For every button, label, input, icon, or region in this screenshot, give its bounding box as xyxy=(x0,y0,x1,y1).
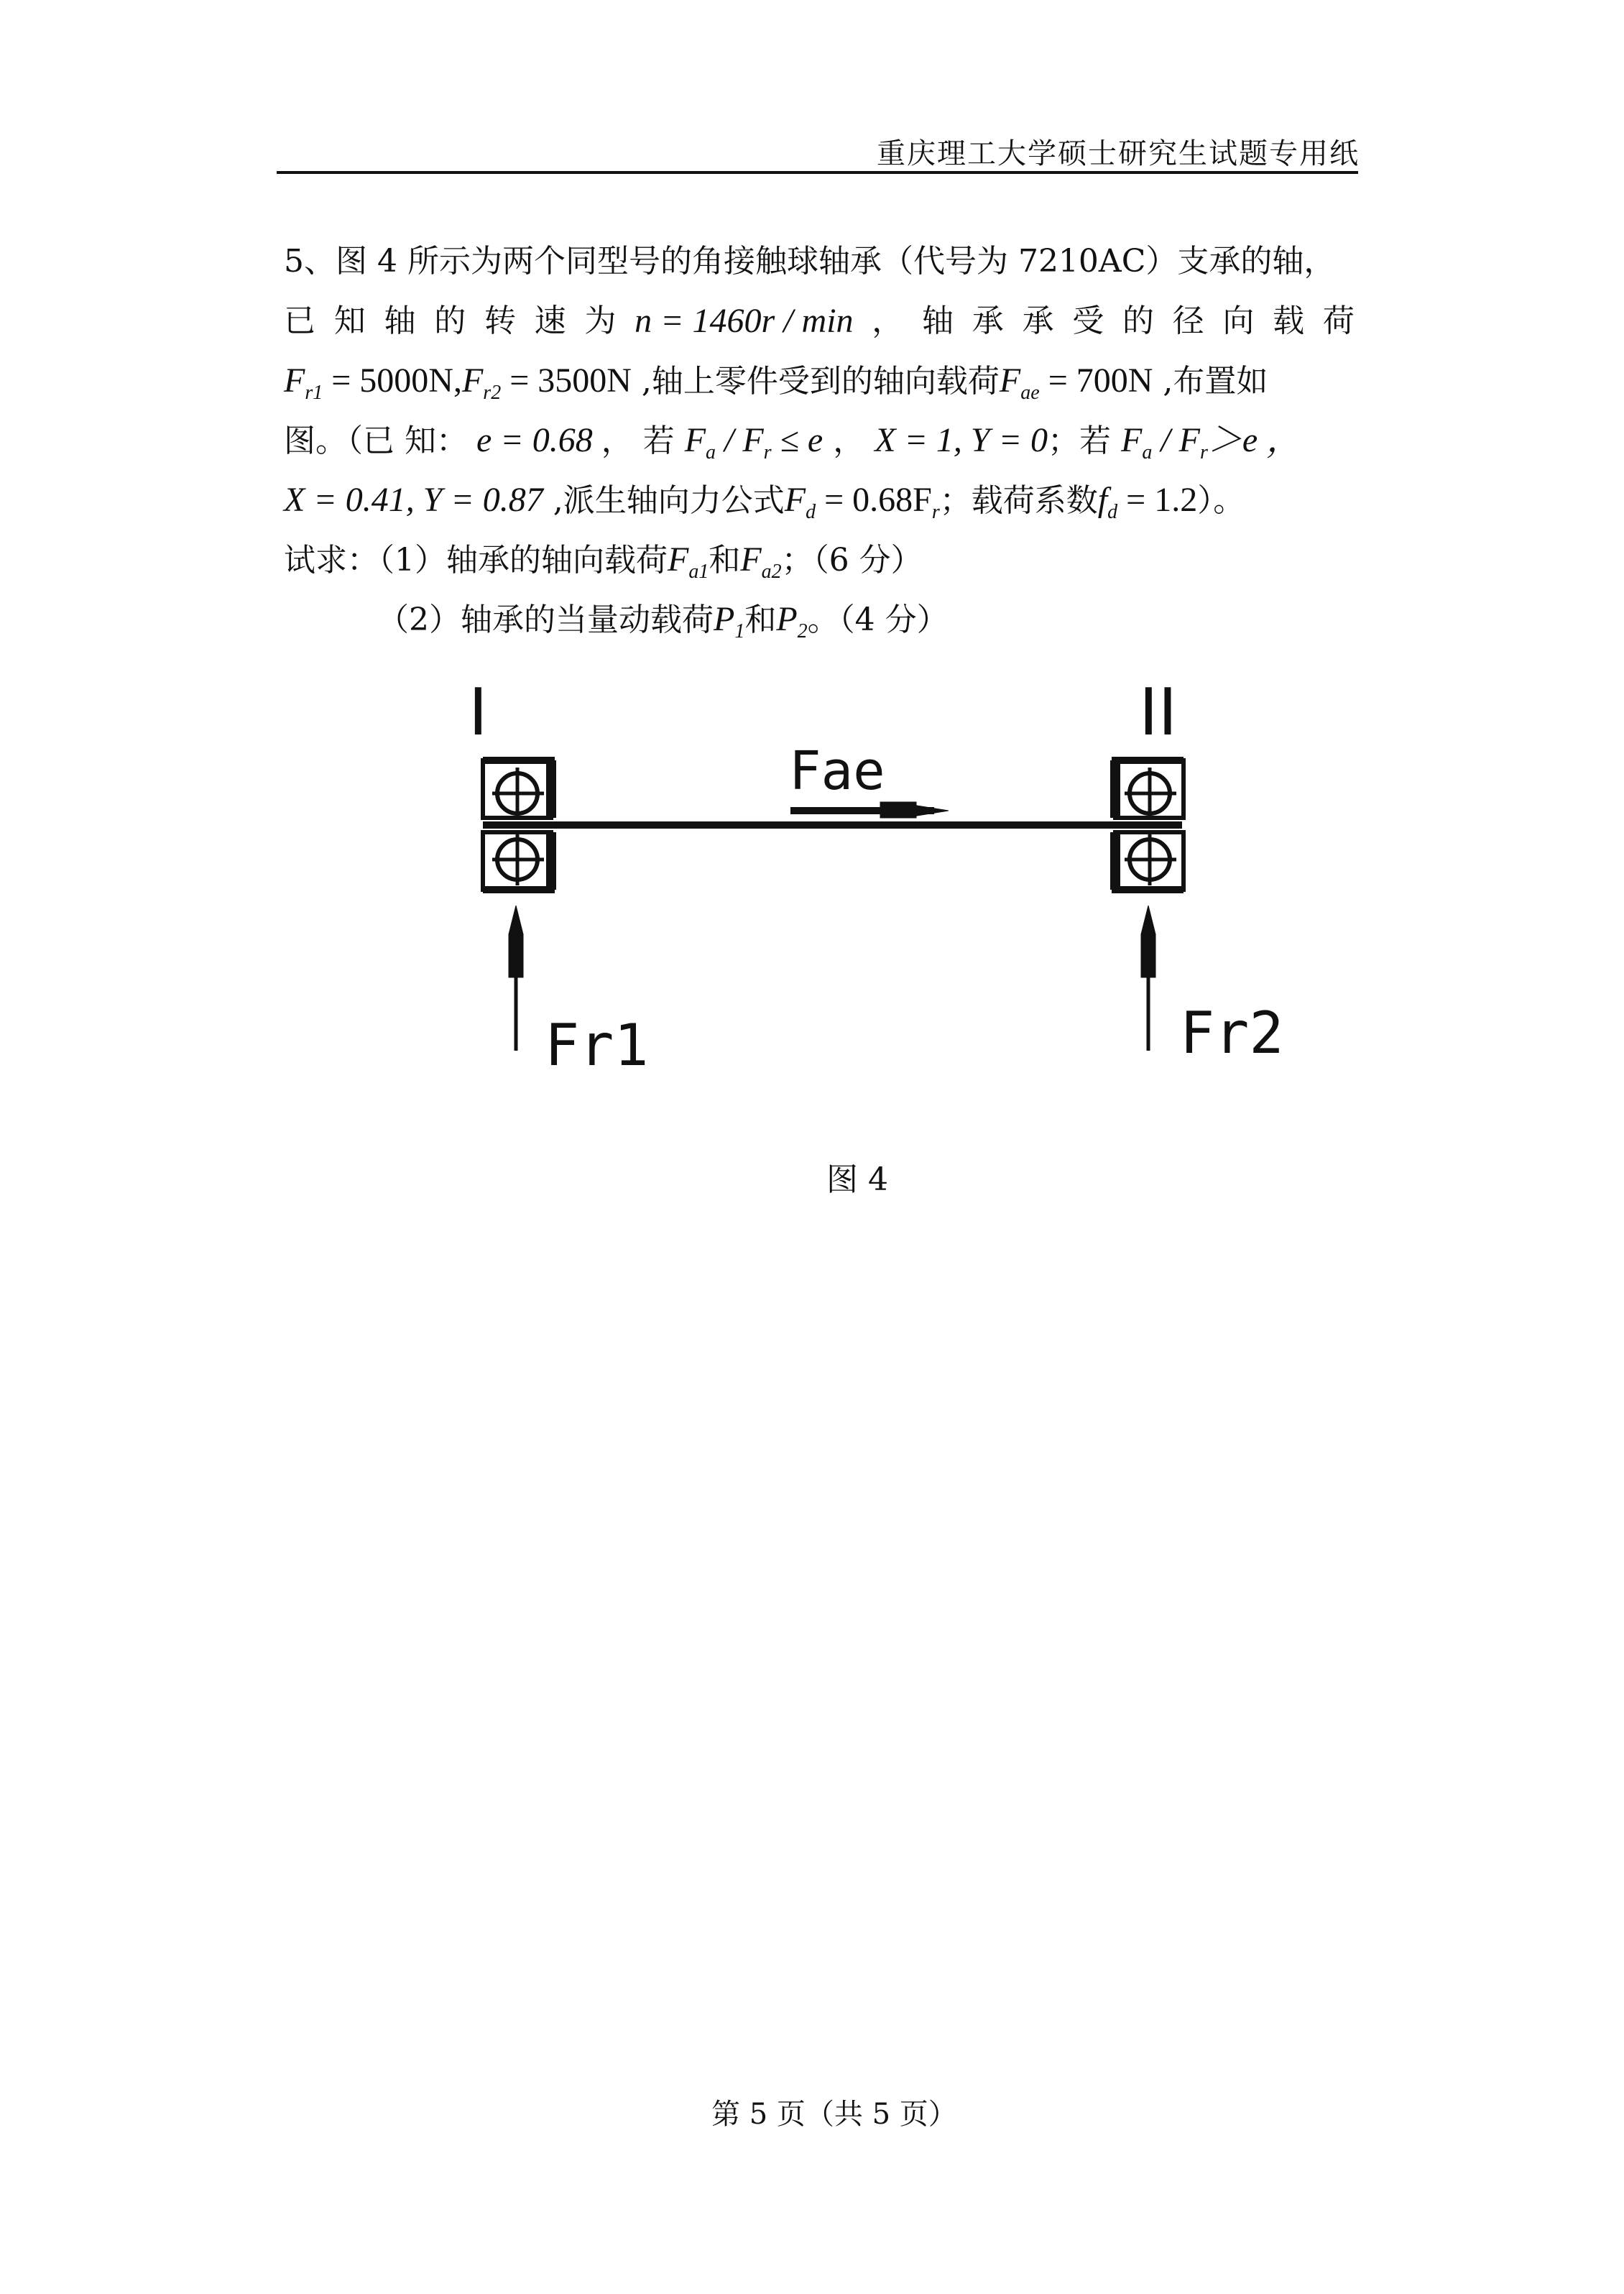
word: 向 xyxy=(1222,303,1255,339)
axial-force-label: Fae xyxy=(789,740,885,802)
math-fr2: $F_{r2} = 3500N$ xyxy=(461,361,632,404)
math-fae: $F_{ae} = 700N$ xyxy=(999,361,1153,404)
word: ， xyxy=(872,303,904,339)
text: ， 若 xyxy=(601,423,685,459)
word: 为 xyxy=(584,303,617,339)
text: 和 xyxy=(744,602,777,638)
problem-line-1: 5、图 4 所示为两个同型号的角接触球轴承（代号为 7210AC）支承的轴， xyxy=(284,243,1336,280)
math-load-factor: $f_d = 1.2$ xyxy=(1097,481,1198,523)
text: ,布置如 xyxy=(1153,363,1268,400)
math-p2: $P_2$ xyxy=(776,600,808,642)
bearing-diagram xyxy=(0,0,1624,1121)
math-fr1: $F_{r1} = 5000N$, xyxy=(284,361,462,404)
text: ）。 xyxy=(1197,482,1245,519)
word: 的 xyxy=(434,303,466,339)
math-cond1: $F_a / F_r \le e$ xyxy=(684,421,823,464)
text: ；载荷系数 xyxy=(939,482,1098,519)
text: ,轴上零件受到的轴向载荷 xyxy=(631,363,1000,400)
word: 的 xyxy=(1122,303,1154,339)
bearing-right-lower xyxy=(1112,832,1184,890)
bearing-left-upper xyxy=(483,760,555,819)
radial-force-arrow-left xyxy=(509,906,523,1051)
page-footer: 第 5 页（共 5 页） xyxy=(711,2098,957,2131)
text: （2）轴承的当量动载荷 xyxy=(377,602,714,638)
word: 已 xyxy=(284,303,315,339)
math-cond2: $F_a / F_r>e$ ， xyxy=(1121,421,1301,464)
word: 承 xyxy=(972,303,1004,339)
axial-force-arrow xyxy=(790,802,949,818)
radial-force-left-label: Fr1 xyxy=(545,1012,649,1079)
bearing-left-lower xyxy=(483,832,555,890)
header-title: 重庆理工大学硕士研究生试题专用纸 xyxy=(877,137,1360,170)
bearing-right-upper xyxy=(1112,760,1184,819)
rotation-speed: n = 1460r / min xyxy=(635,302,854,340)
bearing-right-label: II xyxy=(1139,673,1178,750)
word: 荷 xyxy=(1322,303,1355,339)
radial-force-right-label: Fr2 xyxy=(1180,1000,1284,1067)
word: 载 xyxy=(1273,303,1305,339)
text: 试求：（1）轴承的轴向载荷 xyxy=(284,542,668,579)
math-fd: $F_d = 0.68F_r$ xyxy=(784,481,940,523)
word: 受 xyxy=(1072,303,1104,339)
figure-caption: 图 4 xyxy=(826,1161,888,1198)
math-fa1: $F_{a1}$ xyxy=(668,540,709,583)
word: 轴 xyxy=(384,303,416,339)
text: 。（4 分） xyxy=(807,602,949,638)
word: 径 xyxy=(1172,303,1204,339)
math-xy2: X = 0.41, Y = 0.87 xyxy=(284,481,543,519)
text: 图。（已 知： xyxy=(284,423,468,459)
word: 轴 xyxy=(922,303,954,339)
text: ；（6 分） xyxy=(781,542,923,579)
math-xy1: X = 1, Y = 0 xyxy=(875,421,1048,459)
word: 承 xyxy=(1022,303,1054,339)
text: 和 xyxy=(709,542,741,579)
word: 转 xyxy=(484,303,516,339)
radial-force-arrow-right xyxy=(1141,906,1155,1051)
text: ；若 xyxy=(1048,423,1122,459)
bearing-left-label: I xyxy=(469,673,488,750)
text: ， xyxy=(823,423,875,459)
math-fa2: $F_{a2}$ xyxy=(740,540,782,583)
math-p1: $P_1$ xyxy=(714,600,745,642)
word: 知 xyxy=(333,303,366,339)
text: ,派生轴向力公式 xyxy=(543,482,785,519)
word: 速 xyxy=(534,303,566,339)
math-e: e = 0.68 xyxy=(468,421,601,459)
